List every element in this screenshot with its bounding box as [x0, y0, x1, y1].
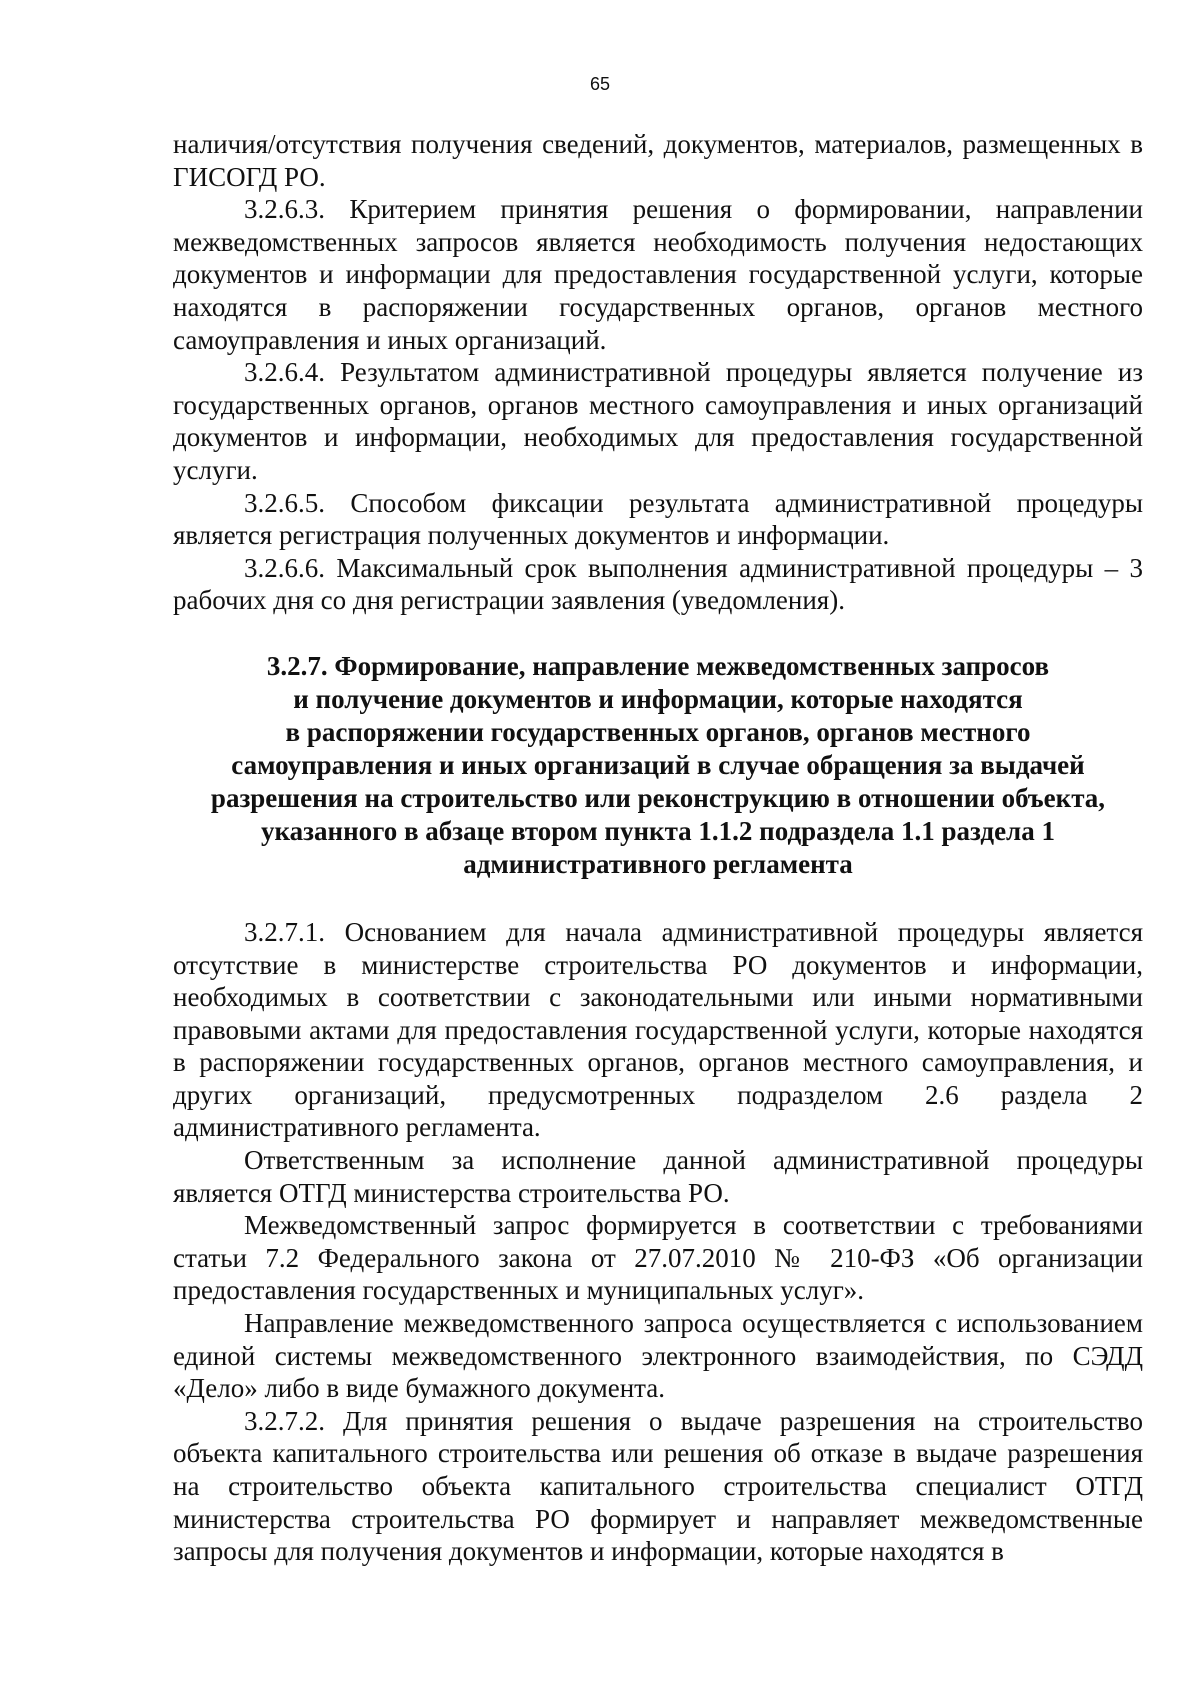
paragraph-3-2-7-2: 3.2.7.2. Для принятия решения о выдаче разрешения на строительство объекта капитального строительства или решения об отказе в выдаче разрешения на строительство объекта капитального строительства специалист ОТГД министерства строительства РО формирует и направляет межведомственные запросы для получения документов и информации, которые находятся в [173, 1405, 1143, 1567]
paragraph-request-delivery: Направление межведомственного запроса осуществляется с использованием единой системы межведомственного электронного взаимодействия, по СЭДД «Дело» либо в виде бумажного документа. [173, 1308, 1143, 1404]
heading-line: 3.2.7. Формирование, направление межведомственных запросов [266, 650, 1050, 681]
paragraph-responsible: Ответственным за исполнение данной административной процедуры является ОТГД министерства строительства РО. [173, 1145, 1143, 1208]
heading-line: в распоряжении государственных органов, органов местного [285, 716, 1031, 747]
paragraph-3-2-6-3: 3.2.6.3. Критерием принятия решения о формировании, направлении межведомственных запросов является необходимость получения недостающих документов и информации для предоставления государственной услуги, которые находятся в распоряжении государственных органов, органов местного самоуправления и иных организаций. [173, 194, 1143, 355]
heading-line: самоуправления и иных организаций в случае обращения за выдачей [231, 749, 1085, 780]
paragraph-3-2-6-4: 3.2.6.4. Результатом административной процедуры является получение из государственных органов, органов местного самоуправления и иных организаций документов и информации, необходимых для предоставления государственной услуги. [173, 357, 1143, 485]
paragraph-3-2-6-6: 3.2.6.6. Максимальный срок выполнения административной процедуры – 3 рабочих дня со дня регистрации заявления (уведомления). [173, 552, 1143, 616]
page-number: 65 [589, 74, 611, 94]
paragraph-continuation: наличия/отсутствия получения сведений, документов, материалов, размещенных в ГИСОГД РО. [173, 129, 1143, 192]
paragraph-3-2-6-5: 3.2.6.5. Способом фиксации результата административной процедуры является регистрация полученных документов и информации. [173, 487, 1143, 551]
heading-line: указанного в абзаце втором пункта 1.1.2 подраздела 1.1 раздела 1 [261, 815, 1055, 846]
section-heading-3-2-7 [173, 650, 1143, 881]
heading-line: разрешения на строительство или реконструкцию в отношении объекта, [210, 782, 1106, 813]
paragraph-request-formation: Межведомственный запрос формируется в соответствии с требованиями статьи 7.2 Федерального закона от 27.07.2010 № 210-ФЗ «Об организации предоставления государственных и муниципальных услуг». [173, 1210, 1143, 1306]
document-body [173, 128, 1143, 1568]
heading-line: административного регламента [463, 848, 853, 879]
paragraph-3-2-7-1: 3.2.7.1. Основанием для начала административной процедуры является отсутствие в министерстве строительства РО документов и информации, необходимых в соответствии с законодательными или иными нормативными правовыми актами для предоставления государственной услуги, которые находятся в распоряжении государственных органов, органов местного самоуправления, и других организаций, предусмотренных подразделом 2.6 раздела 2 административного регламента. [173, 916, 1143, 1143]
heading-line: и получение документов и информации, которые находятся [293, 683, 1023, 714]
